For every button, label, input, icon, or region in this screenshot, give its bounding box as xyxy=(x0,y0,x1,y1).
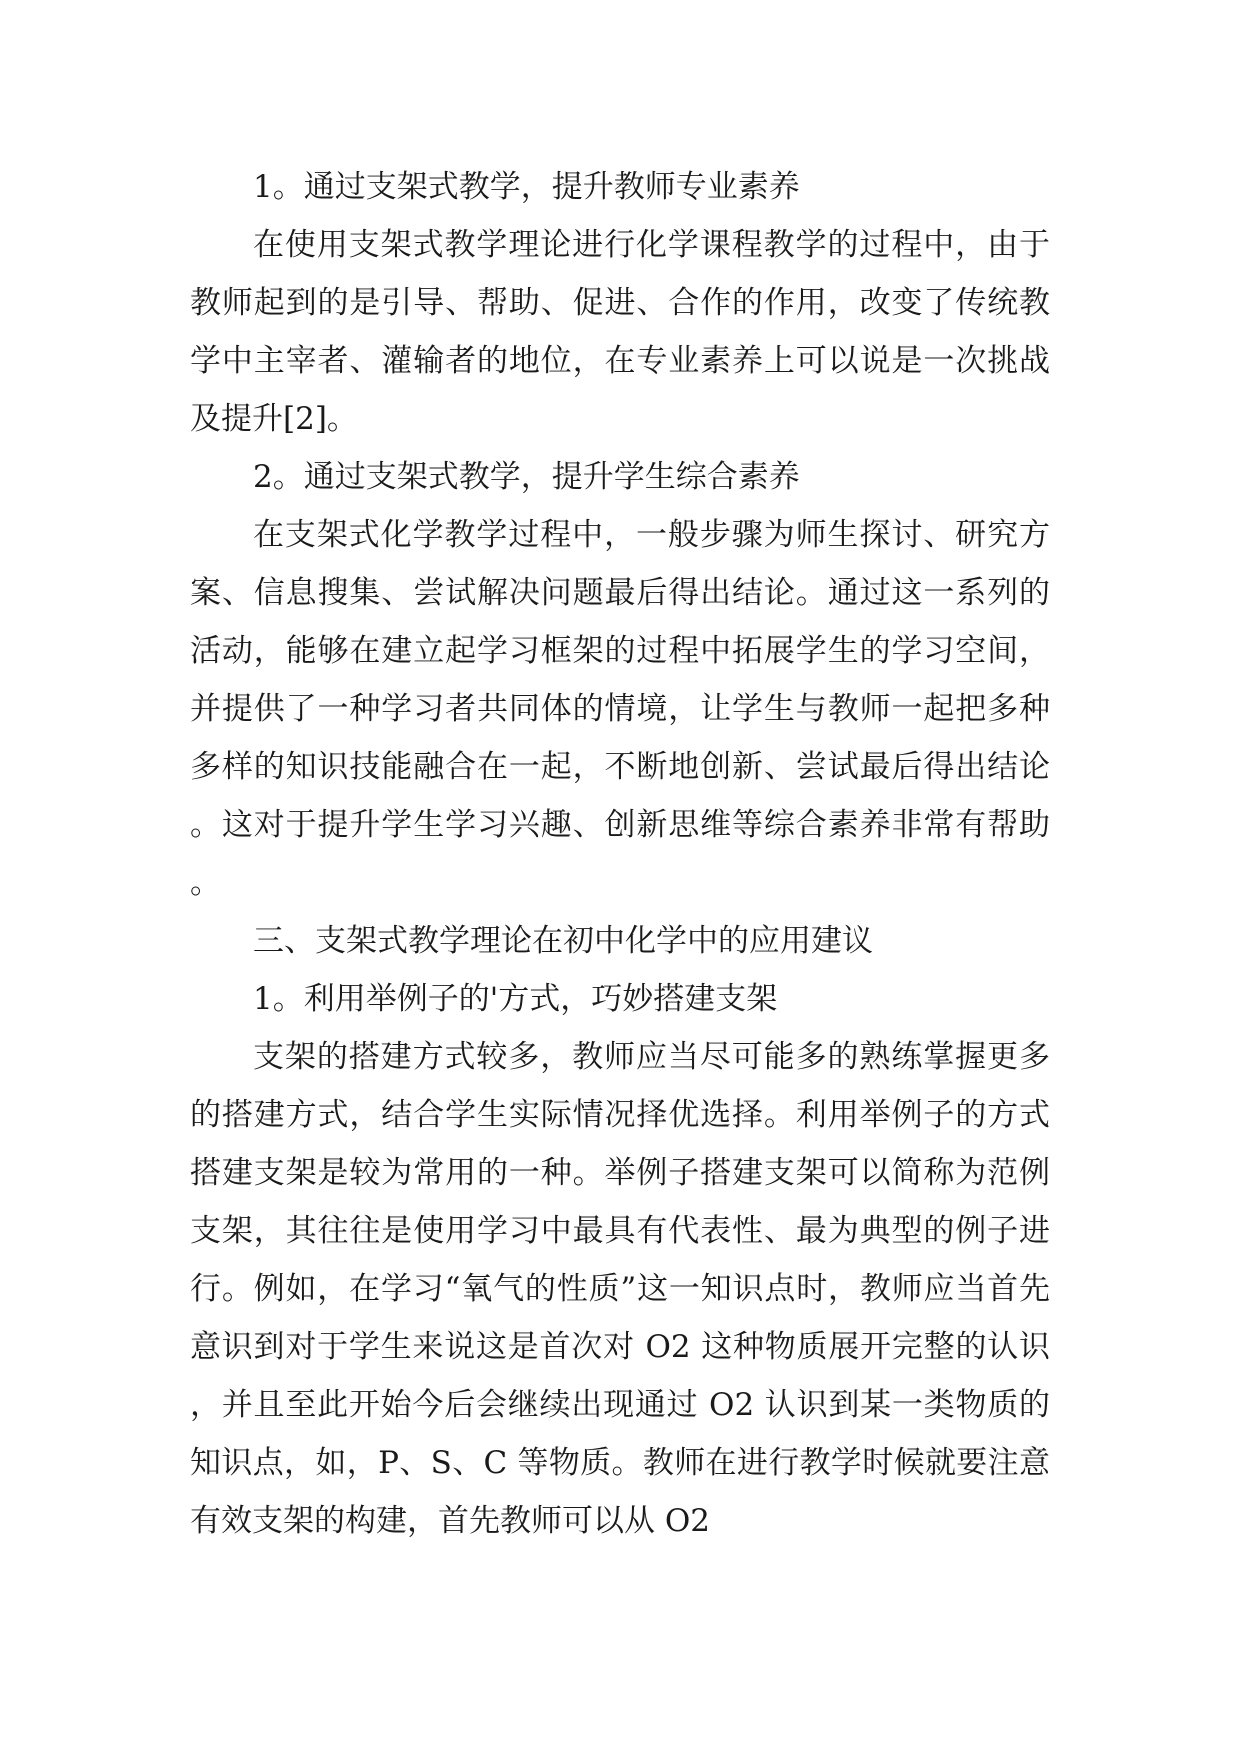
heading-1-teacher-literacy: 1。通过支架式教学，提升教师专业素养 xyxy=(253,169,800,205)
heading-2-student-literacy: 2。通过支架式教学，提升学生综合素养 xyxy=(253,459,800,495)
paragraph-example-scaffold: 支架的搭建方式较多，教师应当尽可能多的熟练掌握更多的搭建方式，结合学生实际情况择优选择。利用举例子的方式搭建支架是较为常用的一种。举例子搭建支架可以简称为范例支架，其往往是使用学习中最具有代表性、最为典型的例子进行。例如，在学习“氧气的性质”这一知识点时，教师应当首先意识到对于学生来说这是首次对 O2 这种物质展开完整的认识，并且至此开始今后会继续出现通过 O2 认识到某一类物质的知识点，如，P、S、C 等物质。教师在进行教学时候就要注意有效支架的构建，首先教师可以从 O2 xyxy=(190,1039,1050,1539)
document-body xyxy=(190,158,1050,1550)
section-3-title: 三、支架式教学理论在初中化学中的应用建议 xyxy=(253,923,873,959)
heading-3-1-examples: 1。利用举例子的'方式，巧妙搭建支架 xyxy=(253,981,778,1017)
paragraph-teacher-role: 在使用支架式教学理论进行化学课程教学的过程中，由于教师起到的是引导、帮助、促进、合作的作用，改变了传统教学中主宰者、灌输者的地位，在专业素养上可以说是一次挑战及提升[2]。 xyxy=(190,227,1050,437)
paragraph-student-process: 在支架式化学教学过程中，一般步骤为师生探讨、研究方案、信息搜集、尝试解决问题最后得出结论。通过这一系列的活动，能够在建立起学习框架的过程中拓展学生的学习空间，并提供了一种学习者共同体的情境，让学生与教师一起把多种多样的知识技能融合在一起，不断地创新、尝试最后得出结论。这对于提升学生学习兴趣、创新思维等综合素养非常有帮助。 xyxy=(190,517,1050,901)
